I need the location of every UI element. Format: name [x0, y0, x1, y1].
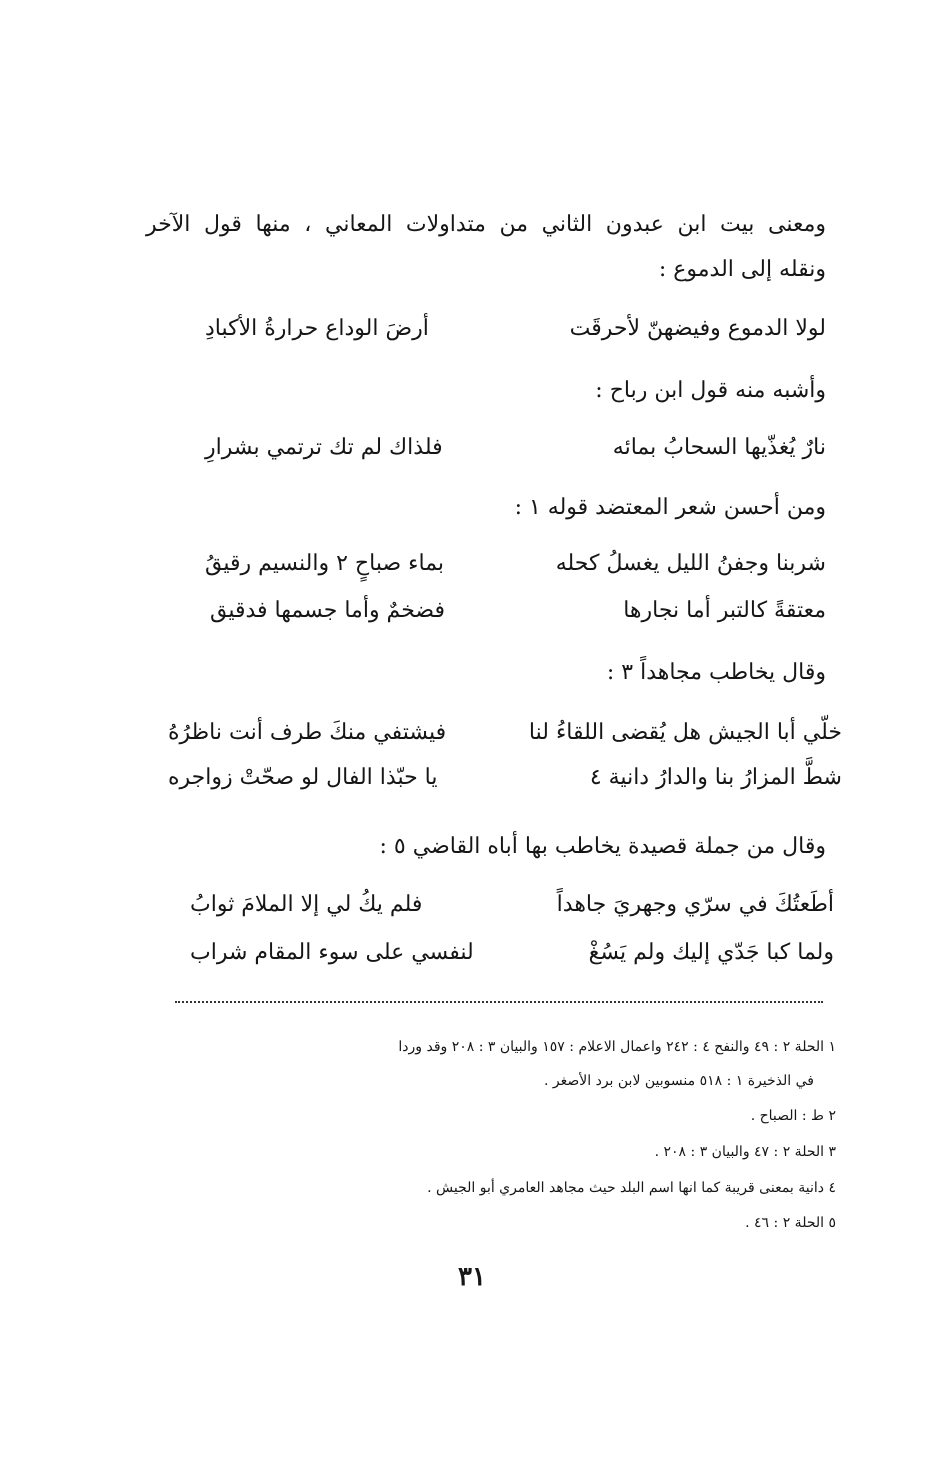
verse-hemistich-second: يا حبّذا الفال لو صحّتْ زواجره [168, 765, 438, 790]
verse-hemistich-first: شربنا وجفنُ الليل يغسلُ كحله [555, 551, 826, 576]
paragraph-line: وقال من جملة قصيدة يخاطب بها أباه القاضي ٥ : [379, 834, 826, 859]
verse-hemistich-first: خلّي أبا الجيش هل يُقضى اللقاءُ لنا [528, 720, 842, 745]
paragraph-line: ومعنى بيت ابن عبدون الثاني من متداولات المعاني ، منها قول الآخر [146, 212, 826, 237]
verse-hemistich-first: لولا الدموع وفيضهنّ لأحرقَت [569, 316, 826, 341]
footnote-line: ٢ ط : الصباح . [750, 1108, 836, 1124]
verse-hemistich-second: فيشتفي منكَ طرف أنت ناظرُهُ [168, 720, 447, 745]
verse-hemistich-first: نارٌ يُغذّيها السحابُ بمائه [612, 435, 826, 460]
verse-hemistich-first: ولما كبا جَدّي إليك ولم يَسُغْ [588, 940, 834, 965]
verse-hemistich-second: أرضَ الوداع حرارةُ الأكبادِ [205, 316, 429, 341]
footnote-separator [175, 1001, 823, 1003]
verse-hemistich-second: بماء صباحٍ ٢ والنسيم رقيقُ [205, 551, 445, 576]
footnote-line: ٤ دانية بمعنى قريبة كما انها اسم البلد حيث مجاهد العامري أبو الجيش . [427, 1180, 836, 1196]
verse-hemistich-second: فلم يكُ لي إلا الملامَ ثوابُ [190, 892, 423, 917]
verse-hemistich-first: معتقةً كالتبر أما نجارها [623, 598, 826, 623]
verse-hemistich-first: شطَّ المزارُ بنا والدارُ دانية ٤ [589, 765, 842, 790]
page-number: ٣١ [458, 1262, 486, 1292]
paragraph-line: وأشبه منه قول ابن رباح : [595, 378, 826, 403]
paragraph-line: ونقله إلى الدموع : [658, 257, 826, 282]
footnote-line: في الذخيرة ١ : ٥١٨ منسوبين لابن برد الأصغر . [544, 1073, 814, 1089]
paragraph-line: ومن أحسن شعر المعتضد قوله ١ : [514, 495, 826, 520]
verse-hemistich-second: فلذاك لم تك ترتمي بشرارِ [205, 435, 443, 460]
verse-hemistich-second: فضخمٌ وأما جسمها فدقيق [210, 598, 445, 623]
footnote-line: ٣ الحلة ٢ : ٤٧ والبيان ٣ : ٢٠٨ . [654, 1144, 836, 1160]
verse-hemistich-second: لنفسي على سوء المقام شراب [190, 940, 474, 965]
footnote-line: ٥ الحلة ٢ : ٤٦ . [745, 1215, 836, 1231]
verse-hemistich-first: أطَعتُكَ في سرّي وجهريَ جاهداً [556, 892, 834, 917]
paragraph-line: وقال يخاطب مجاهداً ٣ : [606, 660, 826, 685]
footnote-line: ١ الحلة ٢ : ٤٩ والنفح ٤ : ٢٤٢ واعمال الاعلام : ١٥٧ والبيان ٣ : ٢٠٨ وقد وردا [398, 1039, 836, 1055]
